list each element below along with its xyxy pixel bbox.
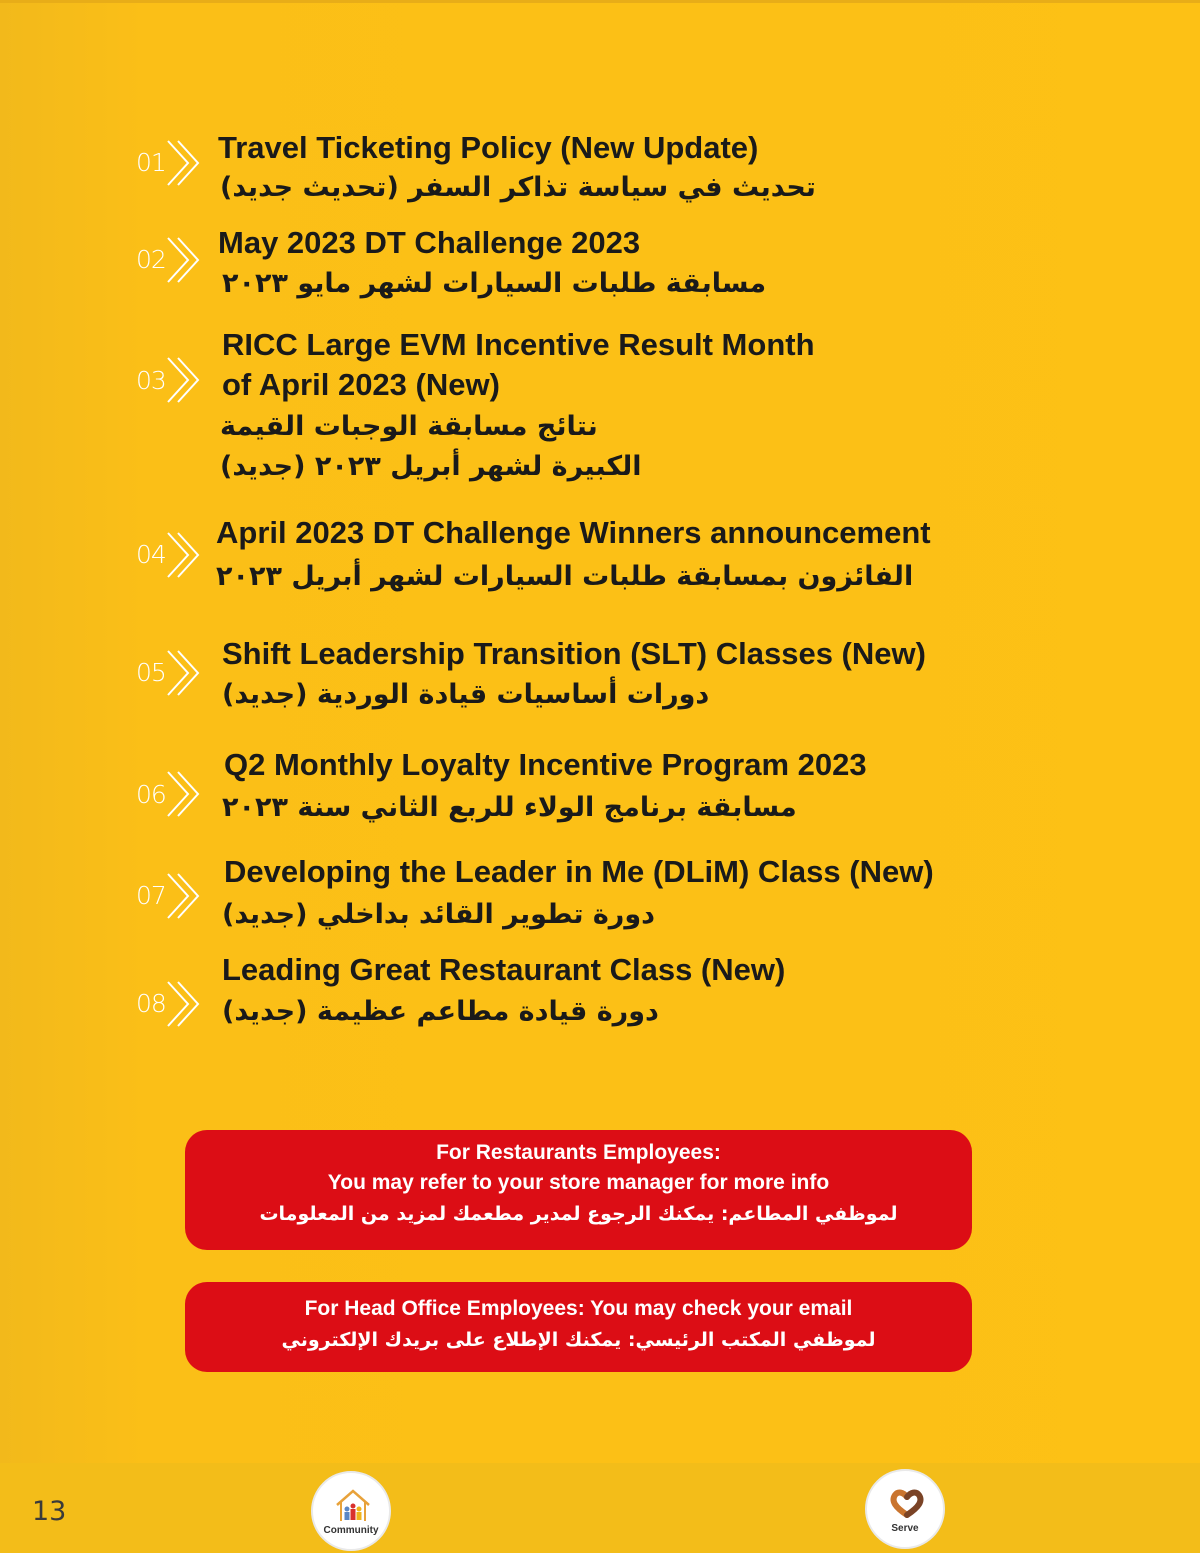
serve-badge <box>865 1469 945 1549</box>
double-chevron-icon <box>162 976 202 1032</box>
item-title-en: April 2023 DT Challenge Winners announcement <box>216 515 931 550</box>
community-label: Community <box>323 1525 379 1536</box>
heart-hands-icon <box>887 1483 927 1523</box>
page-number: 13 <box>32 1496 67 1527</box>
item-title-ar: الفائزون بمسابقة طلبات السيارات لشهر أبريل ٢٠٢٣ <box>216 561 914 592</box>
item-number: 08 <box>136 989 166 1018</box>
notice-line: You may refer to your store manager for more info <box>327 1171 830 1194</box>
item-title-en: Travel Ticketing Policy (New Update) <box>218 130 759 165</box>
notice-line: For Restaurants Employees: <box>436 1141 721 1164</box>
item-title-ar: نتائج مسابقة الوجبات القيمة الكبيرة لشهر أبريل ٢٠٢٣ (جديد) <box>220 411 642 482</box>
double-chevron-icon <box>162 232 202 288</box>
notice-line-ar: لموظفي المكتب الرئيسي: يمكنك الإطلاع على بريدك الإلكتروني <box>281 1329 876 1351</box>
item-title-ar: دورة تطوير القائد بداخلي (جديد) <box>222 899 655 930</box>
double-chevron-icon <box>162 527 202 583</box>
item-title-ar: دورات أساسيات قيادة الوردية (جديد) <box>222 679 710 710</box>
item-title-ar: مسابقة برنامج الولاء للربع الثاني سنة ٢٠٢٣ <box>222 792 797 823</box>
item-number: 03 <box>136 366 166 395</box>
item-title-en: Q2 Monthly Loyalty Incentive Program 2023 <box>224 747 867 782</box>
double-chevron-icon <box>162 352 202 408</box>
item-title-en: May 2023 DT Challenge 2023 <box>218 225 641 260</box>
item-number: 05 <box>136 658 166 687</box>
restaurant-employees-notice <box>185 1130 972 1250</box>
item-number: 01 <box>136 148 166 177</box>
item-title-ar: دورة قيادة مطاعم عظيمة (جديد) <box>222 996 659 1027</box>
item-title-en: RICC Large EVM Incentive Result Month of April 2023 (New) <box>222 327 815 402</box>
item-number: 04 <box>136 540 166 569</box>
house-people-icon <box>333 1485 373 1525</box>
head-office-notice <box>185 1282 972 1372</box>
serve-label: Serve <box>891 1523 919 1534</box>
footer-band <box>0 1463 1200 1553</box>
item-title-en: Developing the Leader in Me (DLiM) Class (New) <box>224 854 934 889</box>
item-title-ar: تحديث في سياسة تذاكر السفر (تحديث جديد) <box>220 172 816 203</box>
top-edge <box>0 0 1200 3</box>
item-title-en: Shift Leadership Transition (SLT) Classes (New) <box>222 636 926 671</box>
community-badge <box>311 1471 391 1551</box>
item-title-en: Leading Great Restaurant Class (New) <box>222 952 786 987</box>
double-chevron-icon <box>162 645 202 701</box>
item-number: 06 <box>136 780 166 809</box>
item-number: 02 <box>136 245 166 274</box>
double-chevron-icon <box>162 135 202 191</box>
item-title-ar: مسابقة طلبات السيارات لشهر مايو ٢٠٢٣ <box>222 268 767 299</box>
double-chevron-icon <box>162 868 202 924</box>
notice-line: For Head Office Employees: You may check your email <box>304 1297 853 1320</box>
notice-line-ar: لموظفي المطاعم: يمكنك الرجوع لمدير مطعمك لمزيد من المعلومات <box>259 1203 898 1225</box>
double-chevron-icon <box>162 766 202 822</box>
item-number: 07 <box>136 881 166 910</box>
